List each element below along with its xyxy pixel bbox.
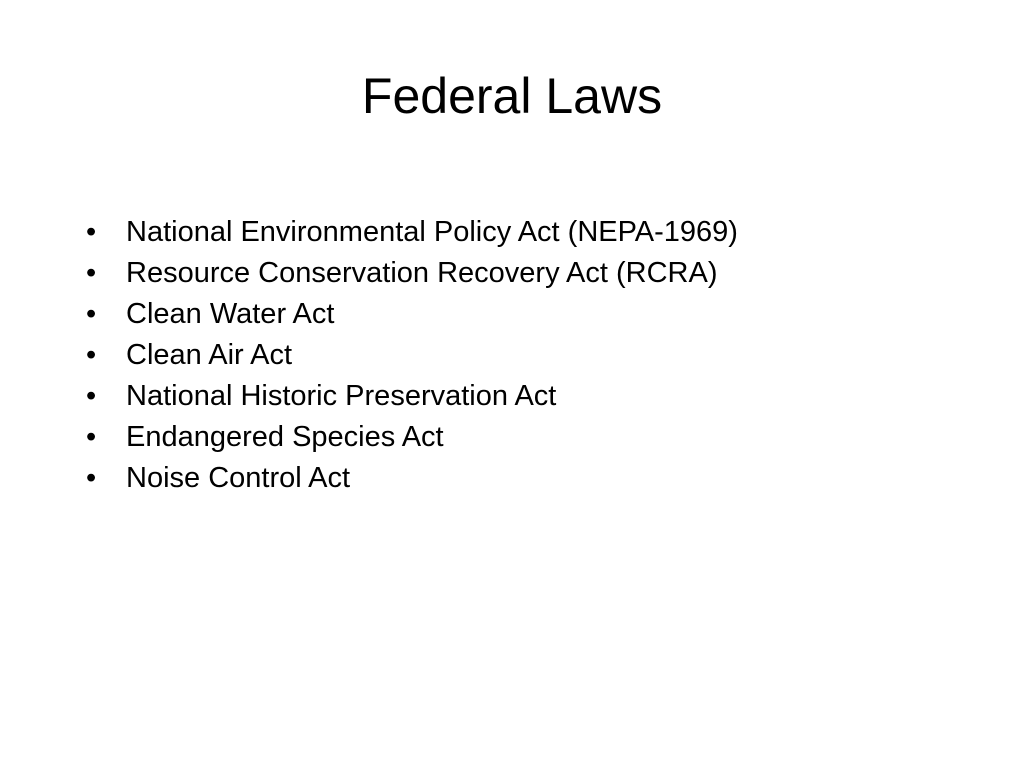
bullet-icon: • <box>86 380 97 412</box>
bullet-icon: • <box>86 462 97 494</box>
list-item <box>86 458 738 499</box>
list-item <box>86 294 738 335</box>
bullet-icon: • <box>86 421 97 453</box>
list-item <box>86 212 738 253</box>
bullet-list <box>86 212 738 499</box>
list-item-label: Clean Water Act <box>126 298 335 330</box>
list-item <box>86 253 738 294</box>
bullet-icon: • <box>86 257 97 289</box>
slide-title: Federal Laws <box>361 68 663 124</box>
list-item-label: Resource Conservation Recovery Act (RCRA) <box>126 257 718 289</box>
bullet-icon: • <box>86 339 97 371</box>
list-item <box>86 417 738 458</box>
list-item-label: Clean Air Act <box>126 339 293 371</box>
list-item-label: National Environmental Policy Act (NEPA-1969) <box>126 216 738 248</box>
bullet-icon: • <box>86 298 97 330</box>
list-item <box>86 335 738 376</box>
list-item-label: National Historic Preservation Act <box>126 380 557 412</box>
list-item <box>86 376 738 417</box>
bullet-icon: • <box>86 216 97 248</box>
list-item-label: Noise Control Act <box>126 462 351 494</box>
list-item-label: Endangered Species Act <box>126 421 444 453</box>
